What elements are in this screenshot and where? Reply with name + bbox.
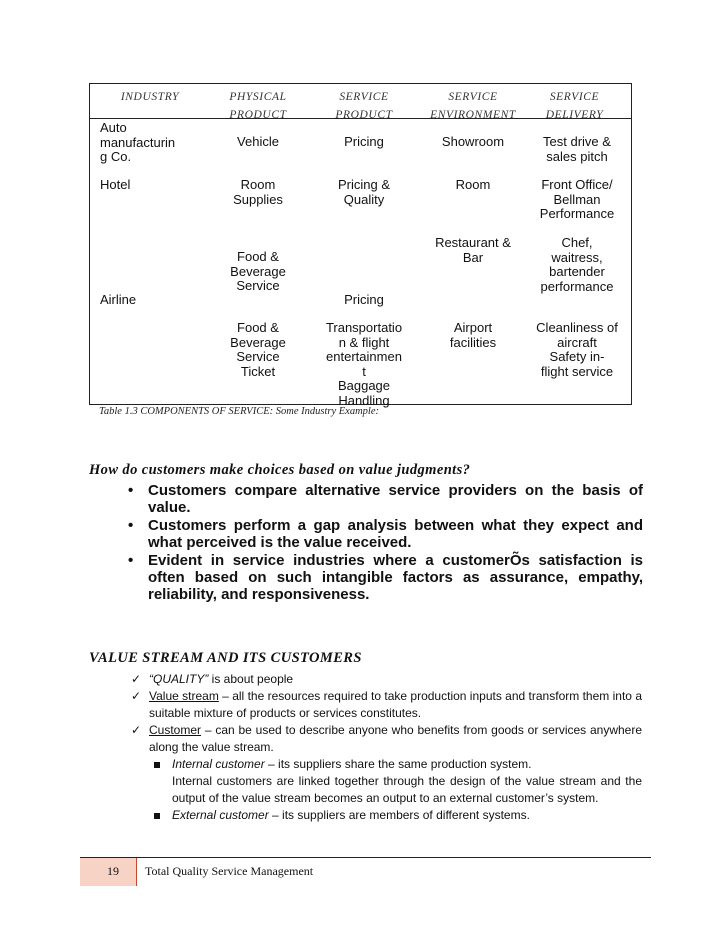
- subitem-line: [172, 756, 642, 773]
- square-bullet-icon: [154, 762, 160, 768]
- bullet-text: Customers compare alternative service providers on the basis of value.: [148, 482, 643, 517]
- hotel-environment: Room: [455, 177, 491, 192]
- cell-line: Supplies: [233, 191, 283, 207]
- definition-text: – its suppliers are members of different systems.: [268, 808, 530, 822]
- cell-line: Pricing &: [337, 177, 391, 192]
- auto-service: Pricing: [344, 134, 384, 149]
- header-line: PRODUCT: [335, 109, 393, 121]
- auto-industry: [100, 121, 210, 165]
- cell-line: Food &: [237, 320, 279, 335]
- bullet-item: [128, 552, 643, 604]
- bullet-text: Customers perform a gap analysis between what they expect and what perceived is the value received.: [148, 517, 643, 552]
- cell-line: Safety in-: [549, 349, 605, 364]
- bullet-icon: •: [128, 517, 134, 534]
- checklist-text: [149, 688, 642, 722]
- subitem-external-customer: [154, 807, 642, 824]
- subitem-internal-customer: [154, 756, 642, 807]
- cell-line: Transportatio: [325, 320, 403, 335]
- cell-line: Chef,: [561, 235, 593, 250]
- cell-line: Auto: [100, 120, 127, 135]
- cell-line: Restaurant &: [435, 235, 511, 250]
- definition-text: – its suppliers share the same production system.: [264, 757, 532, 771]
- airline-pricing: Pricing: [344, 292, 384, 307]
- checkmark-icon: ✓: [131, 689, 142, 703]
- auto-delivery: [522, 135, 632, 164]
- cell-line: n & flight: [338, 334, 390, 350]
- cell-line: Quality: [343, 191, 385, 207]
- header-line: PHYSICAL: [229, 91, 287, 103]
- cell-line: facilities: [449, 334, 497, 350]
- cell-line: waitress,: [551, 249, 603, 265]
- airline-delivery: [522, 321, 632, 379]
- airline-physical: [208, 321, 308, 379]
- bullet-icon: •: [128, 552, 134, 569]
- table-caption: Table 1.3 COMPONENTS OF SERVICE: Some Industry Example:: [99, 406, 379, 417]
- term-internal-customer: Internal customer: [172, 757, 265, 771]
- cell-line: Cleanliness of: [536, 320, 618, 335]
- definition-text: – can be used to describe anyone who benefits from goods or services anywhere along the value stream.: [149, 723, 642, 754]
- cell-line: Front Office/: [541, 177, 613, 192]
- header-line: SERVICE: [339, 91, 389, 103]
- header-service-product: [314, 88, 414, 124]
- hotel-delivery: [522, 178, 632, 222]
- section-heading-value-judgments: How do customers make choices based on value judgments?: [89, 462, 471, 478]
- airline-environment: [419, 321, 527, 350]
- header-line: INDUSTRY: [120, 91, 180, 103]
- checkmark-icon: ✓: [131, 672, 142, 686]
- cell-line: t: [362, 363, 366, 379]
- bullet-item: [128, 482, 643, 516]
- cell-line: Service: [236, 349, 280, 364]
- cell-line: manufacturin: [100, 134, 176, 150]
- cell-line: aircraft: [557, 334, 597, 350]
- header-line: DELIVERY: [545, 109, 604, 121]
- header-line: ENVIRONMENT: [430, 109, 516, 121]
- checklist-item-quality: [131, 671, 642, 688]
- cell-line: Bellman: [553, 191, 601, 207]
- subitem-text: [172, 756, 642, 807]
- cell-line: Beverage: [230, 263, 286, 279]
- hotel-physical: [208, 178, 308, 207]
- cell-line: Test drive &: [543, 134, 611, 149]
- cell-line: Food &: [237, 249, 279, 264]
- term-quality: “QUALITY”: [149, 672, 209, 686]
- cell-line: Baggage: [337, 378, 391, 393]
- components-of-service-table: [89, 83, 632, 408]
- hotel-industry: Hotel: [100, 177, 131, 192]
- header-service-delivery: [522, 88, 627, 124]
- cell-line: entertainmen: [326, 349, 402, 364]
- cell-line: Handling: [338, 392, 390, 408]
- checklist-item-value-stream: [131, 688, 642, 722]
- airline-service: [314, 321, 414, 408]
- bullet-icon: •: [128, 482, 134, 499]
- header-physical-product: [208, 88, 308, 124]
- header-line: SERVICE: [448, 91, 498, 103]
- checklist-item-customer: [131, 722, 642, 756]
- hotel-service: [314, 178, 414, 207]
- checklist-text: [149, 722, 642, 756]
- square-bullet-icon: [154, 813, 160, 819]
- term-value-stream: Value stream: [149, 689, 219, 703]
- header-industry: [100, 88, 200, 106]
- cell-line: g Co.: [100, 149, 132, 164]
- cell-line: Performance: [539, 206, 615, 221]
- cell-line: Bar: [462, 249, 484, 265]
- term-customer: Customer: [149, 723, 202, 737]
- auto-environment: Showroom: [441, 134, 505, 149]
- bullet-item: [128, 517, 643, 551]
- cell-line: Ticket: [240, 363, 276, 379]
- internal-customer-paragraph: Internal customers are linked together through the design of the value stream and the output of the value stream becomes an output to an external customer’s system.: [172, 774, 642, 805]
- airline-industry: Airline: [100, 292, 137, 307]
- header-line: PRODUCT: [229, 109, 287, 121]
- cell-line: sales pitch: [546, 148, 608, 164]
- cell-line: performance: [540, 278, 614, 294]
- cell-line: Beverage: [230, 334, 286, 350]
- section-heading-value-stream: VALUE STREAM AND ITS CUSTOMERS: [89, 650, 362, 666]
- cell-line: flight service: [540, 363, 614, 379]
- checklist-text: [149, 671, 642, 688]
- term-external-customer: External customer: [172, 808, 269, 822]
- subitem-text: [172, 807, 642, 824]
- page-number: 19: [107, 864, 119, 878]
- auto-physical: Vehicle: [237, 134, 279, 149]
- definition-text: is about people: [208, 672, 294, 686]
- footer-title: Total Quality Service Management: [145, 864, 314, 878]
- hotel-fnb-delivery: [522, 236, 632, 294]
- cell-line: Room: [240, 177, 276, 192]
- bullet-text: Evident in service industries where a customerÕs satisfaction is often based on such intangible factors as assurance, empathy, reliability, and responsiveness.: [148, 552, 643, 604]
- cell-line: bartender: [549, 264, 605, 279]
- hotel-fnb-physical: [208, 250, 308, 294]
- cell-line: Service: [236, 278, 280, 293]
- header-service-environment: [419, 88, 527, 124]
- header-line: SERVICE: [549, 91, 600, 103]
- footer-divider: [80, 857, 651, 858]
- hotel-fnb-environment: [419, 236, 527, 265]
- definition-text: – all the resources required to take production inputs and transform them into a suitable mixture of products or services constitutes.: [149, 689, 642, 720]
- checkmark-icon: ✓: [131, 723, 142, 737]
- cell-line: Airport: [453, 320, 493, 335]
